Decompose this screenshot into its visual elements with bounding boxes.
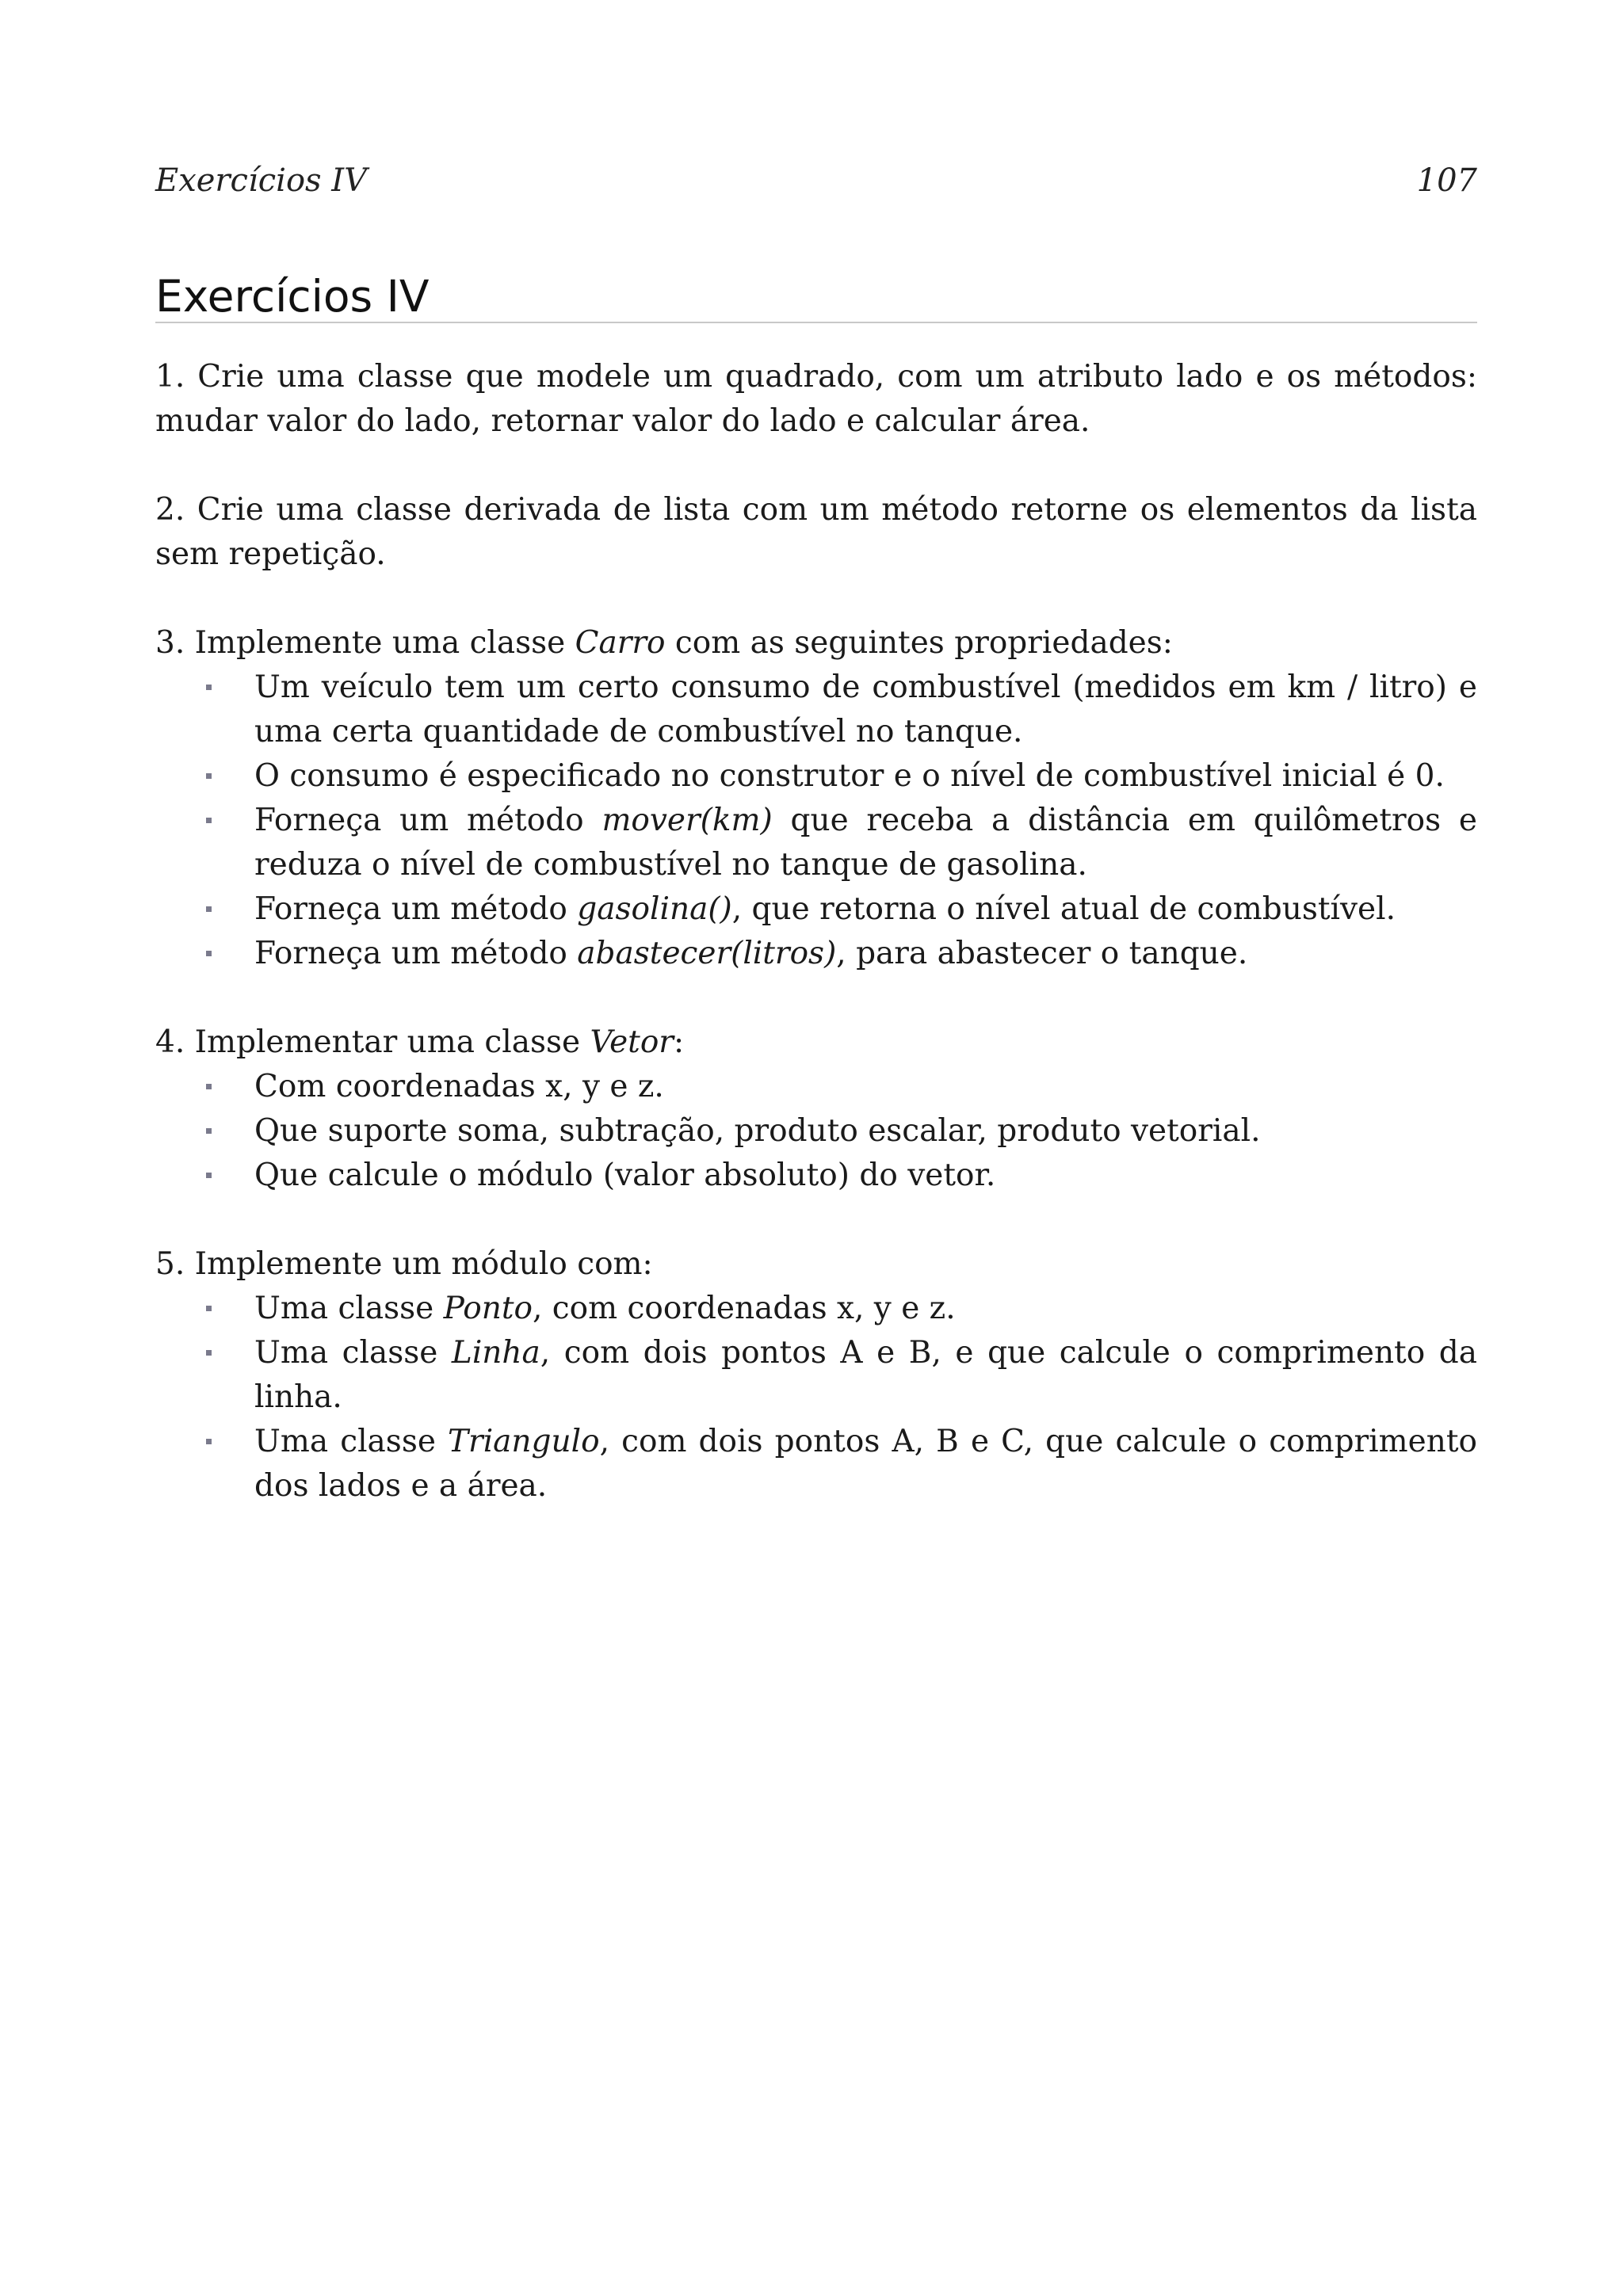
exercise-list — [155, 355, 1477, 1553]
bullet-item: Uma classe Triangulo, com dois pontos A, B e C, que calcule o comprimento dos lados e a área. — [254, 1420, 1477, 1508]
bullet-item: Que suporte soma, subtração, produto escalar, produto vetorial. — [254, 1109, 1477, 1154]
square-bullet-icon — [206, 1128, 212, 1134]
bullet-item: Forneça um método abastecer(litros), para abastecer o tanque. — [254, 932, 1477, 976]
square-bullet-icon — [206, 1173, 212, 1178]
bullet-item: O consumo é especificado no construtor e o nível de combustível inicial é 0. — [254, 754, 1477, 799]
square-bullet-icon — [206, 1350, 212, 1356]
square-bullet-icon — [206, 951, 212, 956]
bullet-list — [155, 1287, 1477, 1508]
square-bullet-icon — [206, 906, 212, 912]
bullet-item: Um veículo tem um certo consumo de combustível (medidos em km / litro) e uma certa quantidade de combustível no tanque. — [254, 666, 1477, 754]
exercise-intro: 4. Implementar uma classe Vetor: — [155, 1024, 685, 1060]
bullet-item: Forneça um método mover(km) que receba a distância em quilômetros e reduza o nível de combustível no tanque de gasolina. — [254, 799, 1477, 887]
header-section-title: Exercícios IV — [155, 162, 367, 199]
bullet-list — [155, 666, 1477, 976]
square-bullet-icon — [206, 818, 212, 823]
page-title: Exercícios IV — [155, 271, 430, 322]
square-bullet-icon — [206, 685, 212, 690]
page-number: 107 — [1416, 162, 1477, 199]
square-bullet-icon — [206, 1084, 212, 1089]
bullet-item: Uma classe Linha, com dois pontos A e B, e que calcule o comprimento da linha. — [254, 1331, 1477, 1420]
square-bullet-icon — [206, 1439, 212, 1444]
bullet-item: Que calcule o módulo (valor absoluto) do vetor. — [254, 1154, 1477, 1198]
exercise-text: 1. Crie uma classe que modele um quadrado, com um atributo lado e os métodos: mudar valor do lado, retornar valor do lado e calcular área. — [155, 359, 1477, 439]
exercise-5 — [155, 1242, 1477, 1508]
exercise-text: 2. Crie uma classe derivada de lista com um método retorne os elementos da lista sem repetição. — [155, 492, 1477, 572]
exercise-3 — [155, 621, 1477, 976]
bullet-item: Com coordenadas x, y e z. — [254, 1065, 1477, 1109]
bullet-item: Uma classe Ponto, com coordenadas x, y e z. — [254, 1287, 1477, 1331]
bullet-list — [155, 1065, 1477, 1198]
exercise-intro: 5. Implemente um módulo com: — [155, 1246, 653, 1282]
exercise-intro: 3. Implemente uma classe Carro com as seguintes propriedades: — [155, 625, 1173, 661]
exercise-1 — [155, 355, 1477, 444]
exercise-4 — [155, 1020, 1477, 1198]
running-header — [155, 158, 1477, 203]
bullet-item: Forneça um método gasolina(), que retorna o nível atual de combustível. — [254, 887, 1477, 932]
exercise-2 — [155, 488, 1477, 577]
title-rule — [155, 322, 1477, 323]
square-bullet-icon — [206, 1306, 212, 1311]
square-bullet-icon — [206, 773, 212, 779]
